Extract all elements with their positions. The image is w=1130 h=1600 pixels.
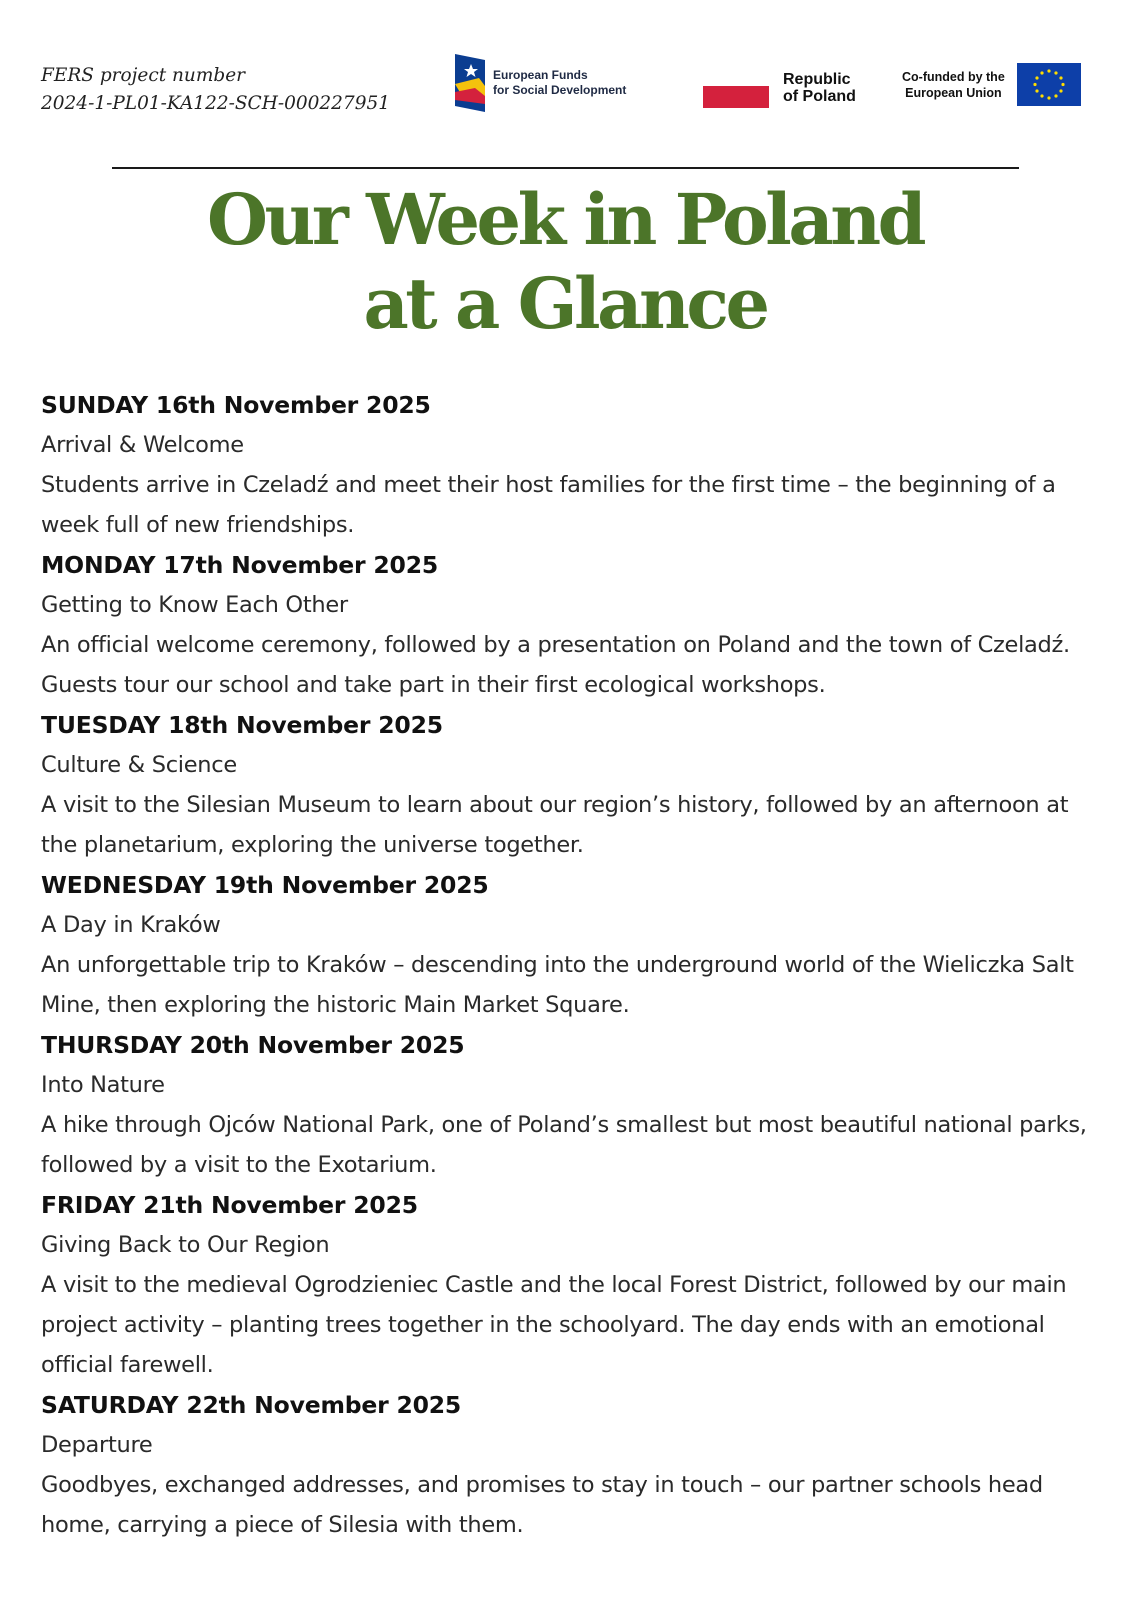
day-subtitle: Culture & Science [41,752,237,778]
republic-of-poland-logo [703,68,856,108]
day-heading: MONDAY 17th November 2025 [41,551,439,579]
day-subtitle: A Day in Kraków [41,912,221,938]
day-entry-friday [41,1185,1101,1385]
day-description: A visit to the medieval Ogrodzieniec Castle and the local Forest District, followed by our main project activity – planting trees together in the schoolyard. The day ends with an emotional official farewell. [41,1272,1067,1378]
day-entry-wednesday [41,865,1101,1025]
day-heading: TUESDAY 18th November 2025 [41,711,443,739]
day-entry-sunday [41,385,1101,545]
day-entry-thursday [41,1025,1101,1185]
project-number: 2024-1-PL01-KA122-SCH-000227951 [41,93,391,114]
polish-flag-icon [703,68,769,108]
day-heading: WEDNESDAY 19th November 2025 [41,871,489,899]
project-info [41,62,390,118]
day-description: An official welcome ceremony, followed by a presentation on Poland and the town of Czeladź. Guests tour our school and take part in their first ecological workshops. [41,632,1070,698]
day-heading: THURSDAY 20th November 2025 [41,1031,465,1059]
republic-line1: Republic [783,71,851,88]
day-heading: FRIDAY 21th November 2025 [41,1191,418,1219]
day-heading: SUNDAY 16th November 2025 [41,391,431,419]
eu-line1: Co-funded by the [902,69,1005,84]
day-entry-saturday [41,1385,1101,1545]
republic-line2: of Poland [783,88,856,105]
day-heading: SATURDAY 22th November 2025 [41,1391,462,1419]
eu-cofunded-logo [902,63,1081,106]
european-funds-logo [455,54,626,112]
day-subtitle: Into Nature [41,1072,165,1098]
day-entry-monday [41,545,1101,705]
page-title [0,178,1130,346]
european-funds-line1: European Funds [493,68,588,82]
day-subtitle: Getting to Know Each Other [41,592,348,618]
header [0,0,1130,130]
divider [112,167,1019,169]
schedule [41,385,1101,1545]
day-subtitle: Arrival & Welcome [41,432,244,458]
eu-line2: European Union [905,85,1002,100]
day-description: An unforgettable trip to Kraków – descending into the underground world of the Wieliczka Salt Mine, then exploring the historic Main Market Square. [41,952,1074,1018]
day-subtitle: Departure [41,1432,153,1458]
day-description: Students arrive in Czeladź and meet their host families for the first time – the beginning of a week full of new friendships. [41,472,1056,538]
project-label: FERS project number [41,65,246,86]
day-description: Goodbyes, exchanged addresses, and promises to stay in touch – our partner schools head home, carrying a piece of Silesia with them. [41,1472,1043,1538]
eu-flag-icon [1017,63,1081,106]
page-title-line2: at a Glance [363,262,767,345]
european-funds-icon [455,54,485,112]
day-entry-tuesday [41,705,1101,865]
european-funds-line2: for Social Development [493,83,627,97]
day-subtitle: Giving Back to Our Region [41,1232,330,1258]
day-description: A hike through Ojców National Park, one of Poland’s smallest but most beautiful national parks, followed by a visit to the Exotarium. [41,1112,1087,1178]
day-description: A visit to the Silesian Museum to learn about our region’s history, followed by an afternoon at the planetarium, exploring the universe together. [41,792,1069,858]
page-title-line1: Our Week in Poland [206,178,924,261]
